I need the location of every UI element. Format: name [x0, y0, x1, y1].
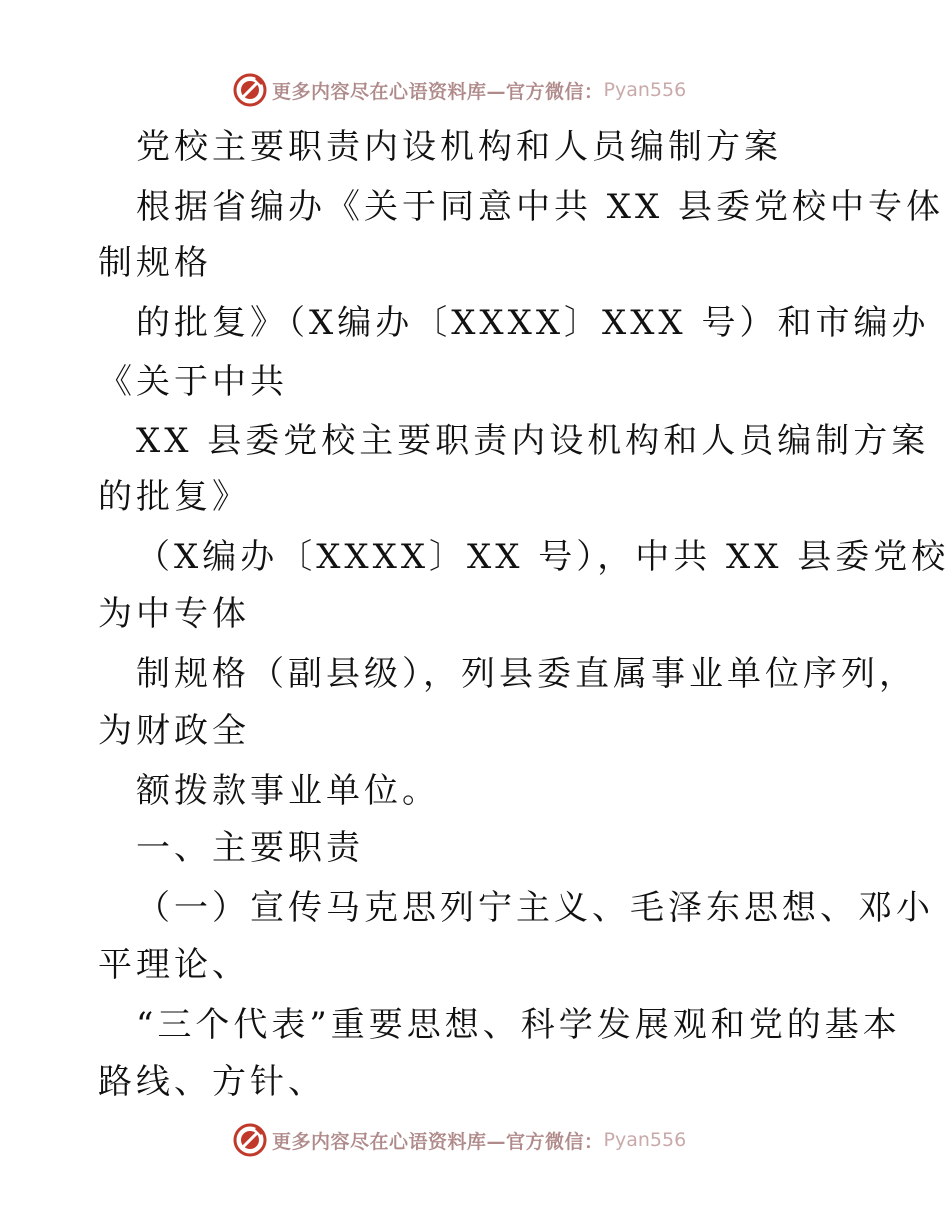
watermark-id: Pyan556 — [603, 1129, 687, 1151]
doc-line: “三个代表”重要思想、科学发展观和党的基本 — [136, 1005, 901, 1045]
doc-line: 的批复》 — [98, 477, 250, 517]
watermark-text: 更多内容尽在心语资料库—官方微信： — [272, 80, 604, 103]
doc-line: 《关于中共 — [98, 362, 288, 402]
doc-line: （X编办〔XXXX〕XX 号），中共 XX 县委党校 — [136, 537, 950, 577]
doc-line: 平理论、 — [98, 945, 250, 985]
doc-title: 党校主要职责内设机构和人员编制方案 — [136, 127, 782, 167]
watermark-banner-bottom — [232, 1120, 686, 1160]
doc-line: （一）宣传马克思列宁主义、毛泽东思想、邓小 — [136, 888, 934, 928]
doc-line: 制规格 — [98, 243, 212, 283]
doc-line: 的批复》（X编办〔XXXX〕XXX 号）和市编办 — [136, 303, 930, 343]
doc-line: XX 县委党校主要职责内设机构和人员编制方案 — [136, 421, 930, 461]
section-heading: 一、主要职责 — [136, 828, 364, 868]
watermark-id: Pyan556 — [603, 79, 687, 101]
watermark-banner-top — [232, 70, 686, 110]
doc-line: 额拨款事业单位。 — [136, 771, 440, 811]
seal-logo-icon — [232, 1122, 268, 1158]
doc-line: 为财政全 — [98, 711, 250, 751]
doc-line: 路线、方针、 — [98, 1062, 326, 1102]
doc-line: 为中专体 — [98, 594, 250, 634]
doc-line: 制规格（副县级），列县委直属事业单位序列， — [136, 654, 917, 694]
watermark-text: 更多内容尽在心语资料库—官方微信： — [272, 1130, 604, 1153]
doc-line: 根据省编办《关于同意中共 XX 县委党校中专体 — [136, 187, 945, 227]
seal-logo-icon — [232, 72, 268, 108]
